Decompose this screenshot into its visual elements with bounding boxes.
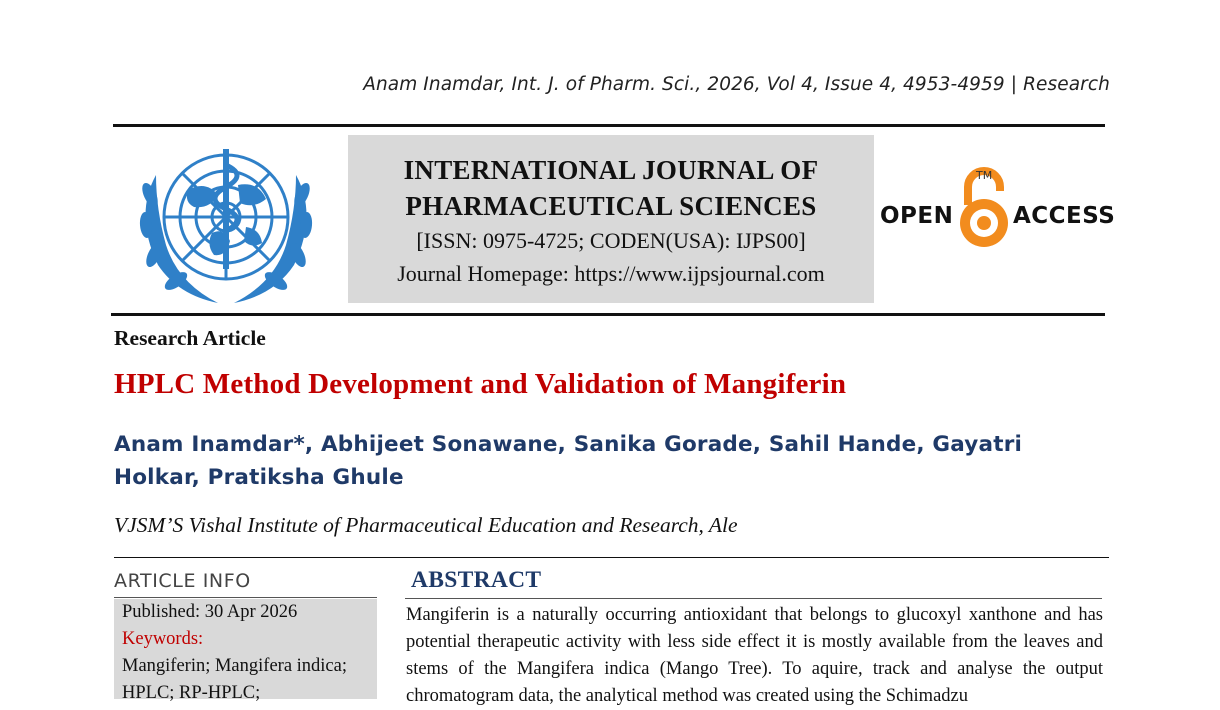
open-access-access-text: ACCESS — [1013, 203, 1116, 229]
open-access-open-text: OPEN — [880, 203, 954, 229]
published-date: Published: 30 Apr 2026 — [122, 602, 298, 622]
journal-masthead — [348, 135, 874, 303]
header-bottom-rule — [111, 313, 1105, 316]
journal-name-line2: PHARMACEUTICAL SCIENCES — [405, 191, 817, 221]
open-access-logo — [880, 165, 1116, 255]
citation-line: Anam Inamdar, Int. J. of Pharm. Sci., 2026, Vol 4, Issue 4, 4953-4959 | Research — [363, 74, 1110, 95]
who-emblem-icon — [126, 135, 326, 305]
abstract-rule — [405, 598, 1102, 599]
article-info-box — [114, 599, 377, 703]
article-type: Research Article — [114, 326, 266, 350]
article-info-heading: ARTICLE INFO — [114, 570, 251, 592]
journal-issn: [ISSN: 0975-4725; CODEN(USA): IJPS00] — [416, 228, 806, 253]
header-top-rule — [113, 124, 1105, 127]
article-title: HPLC Method Development and Validation of Mangiferin — [114, 368, 847, 400]
keywords-list: Mangiferin; Mangifera indica; HPLC; RP-HPLC; — [122, 656, 347, 703]
open-access-tm: TM — [976, 169, 993, 182]
journal-name-line1: INTERNATIONAL JOURNAL OF — [403, 155, 819, 185]
article-affiliation: VJSM’S Vishal Institute of Pharmaceutical Education and Research, Ale — [114, 513, 738, 537]
article-info-rule — [114, 597, 377, 598]
journal-homepage: Journal Homepage: https://www.ijpsjournal.com — [397, 261, 825, 286]
abstract-text: Mangiferin is a naturally occurring antioxidant that belongs to glucoxyl xanthone and has potential therapeutic activity with less side effect it is mostly available from the leaves and stems of the Mangifera indica (Mango Tree). To aquire, track and analyse the output chromatogram data, the analytical method was created using the Schimadzu — [406, 605, 1103, 706]
keywords-label: Keywords: — [122, 629, 204, 649]
abstract-heading: ABSTRACT — [411, 567, 542, 593]
journal-name — [348, 152, 874, 224]
article-authors: Anam Inamdar*, Abhijeet Sonawane, Sanika Gorade, Sahil Hande, Gayatri Holkar, Pratiksha Ghule — [114, 432, 1023, 490]
section-divider — [114, 557, 1109, 558]
